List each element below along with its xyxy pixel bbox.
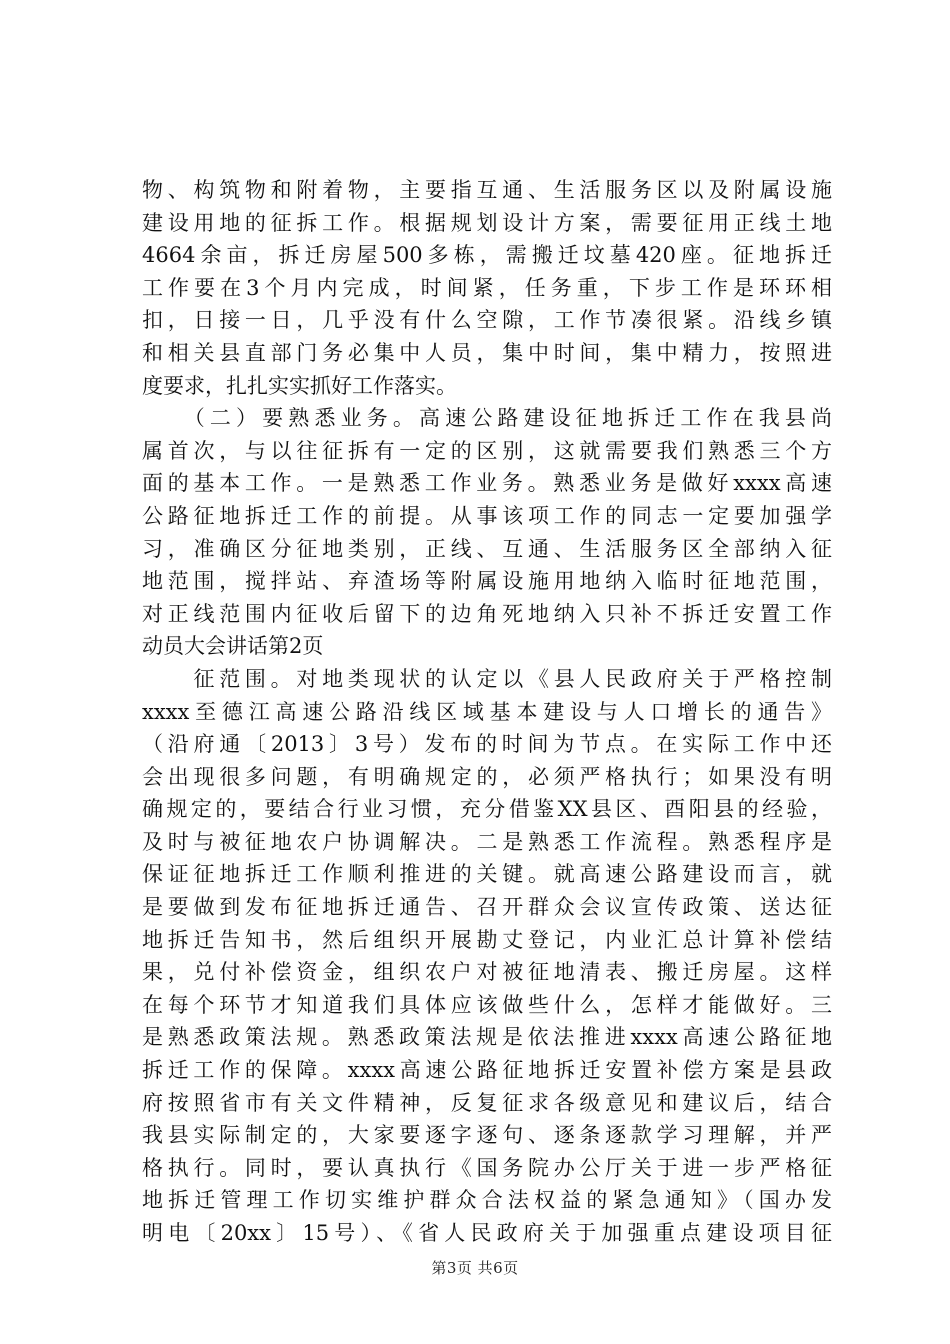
- text-line: 地范围，搅拌站、弃渣场等附属设施用地纳入临时征地范围，: [142, 569, 832, 594]
- page-number-footer: 第3页 共6页: [431, 1259, 519, 1277]
- text-line: 建设用地的征拆工作。根据规划设计方案，需要征用正线土地: [142, 210, 832, 235]
- text-line: 拆迁工作的保障。xxxx高速公路征地拆迁安置补偿方案是县政: [142, 1058, 832, 1083]
- text-line: 地拆迁告知书，然后组织开展勘丈登记，内业汇总计算补偿结: [142, 927, 832, 952]
- text-line: 扣，日接一日，几乎没有什么空隙，工作节凑很紧。沿线乡镇: [142, 308, 832, 333]
- text-line: 征范围。对地类现状的认定以《县人民政府关于严格控制: [142, 666, 832, 691]
- text-line: 及时与被征地农户协调解决。二是熟悉工作流程。熟悉程序是: [142, 829, 832, 854]
- text-line: 我县实际制定的，大家要逐字逐句、逐条逐款学习理解，并严: [142, 1123, 832, 1148]
- text-line: 4664余亩，拆迁房屋500多栋，需搬迁坟墓420座。征地拆迁: [142, 243, 832, 268]
- text-line: 确规定的，要结合行业习惯，充分借鉴XX县区、酉阳县的经验，: [142, 797, 832, 822]
- text-line: 和相关县直部门务必集中人员，集中时间，集中精力，按照进: [142, 340, 832, 365]
- text-line: 动员大会讲话第2页: [142, 634, 324, 659]
- text-line: 面的基本工作。一是熟悉工作业务。熟悉业务是做好xxxx高速: [142, 471, 832, 496]
- text-line: 对正线范围内征收后留下的边角死地纳入只补不拆迁安置工作: [142, 601, 832, 626]
- text-line: 度要求，扎扎实实抓好工作落实。: [142, 373, 457, 398]
- text-line: 习，准确区分征地类别，正线、互通、生活服务区全部纳入征: [142, 536, 832, 561]
- text-line: 公路征地拆迁工作的前提。从事该项工作的同志一定要加强学: [142, 503, 832, 528]
- text-line: 物、构筑物和附着物，主要指互通、生活服务区以及附属设施: [142, 178, 832, 202]
- text-line: 明电〔20xx〕15号）、《省人民政府关于加强重点建设项目征: [142, 1221, 832, 1245]
- text-line: 府按照省市有关文件精神，反复征求各级意见和建议后，结合: [142, 1090, 832, 1115]
- text-line: 保证征地拆迁工作顺利推进的关键。就高速公路建设而言，就: [142, 862, 832, 887]
- text-line: 工作要在3个月内完成，时间紧，任务重，下步工作是环环相: [142, 275, 832, 300]
- text-line: 在每个环节才知道我们具体应该做些什么，怎样才能做好。三: [142, 992, 832, 1017]
- text-line: 地拆迁管理工作切实维护群众合法权益的紧急通知》（国办发: [142, 1188, 832, 1213]
- text-line: xxxx至德江高速公路沿线区域基本建设与人口增长的通告》: [142, 699, 832, 724]
- text-line: 是要做到发布征地拆迁通告、召开群众会议宣传政策、送达征: [142, 895, 832, 920]
- text-line: 果，兑付补偿资金，组织农户对被征地清表、搬迁房屋。这样: [142, 960, 832, 985]
- text-line: 是熟悉政策法规。熟悉政策法规是依法推进xxxx高速公路征地: [142, 1025, 832, 1050]
- text-line: 属首次，与以往征拆有一定的区别，这就需要我们熟悉三个方: [142, 438, 832, 463]
- text-line: （沿府通〔2013〕3号）发布的时间为节点。在实际工作中还: [142, 732, 832, 757]
- text-line: 格执行。同时，要认真执行《国务院办公厅关于进一步严格征: [142, 1155, 832, 1180]
- text-line: （二）要熟悉业务。高速公路建设征地拆迁工作在我县尚: [142, 406, 832, 431]
- text-line: 会出现很多问题，有明确规定的，必须严格执行；如果没有明: [142, 764, 832, 789]
- document-body: [142, 174, 832, 1250]
